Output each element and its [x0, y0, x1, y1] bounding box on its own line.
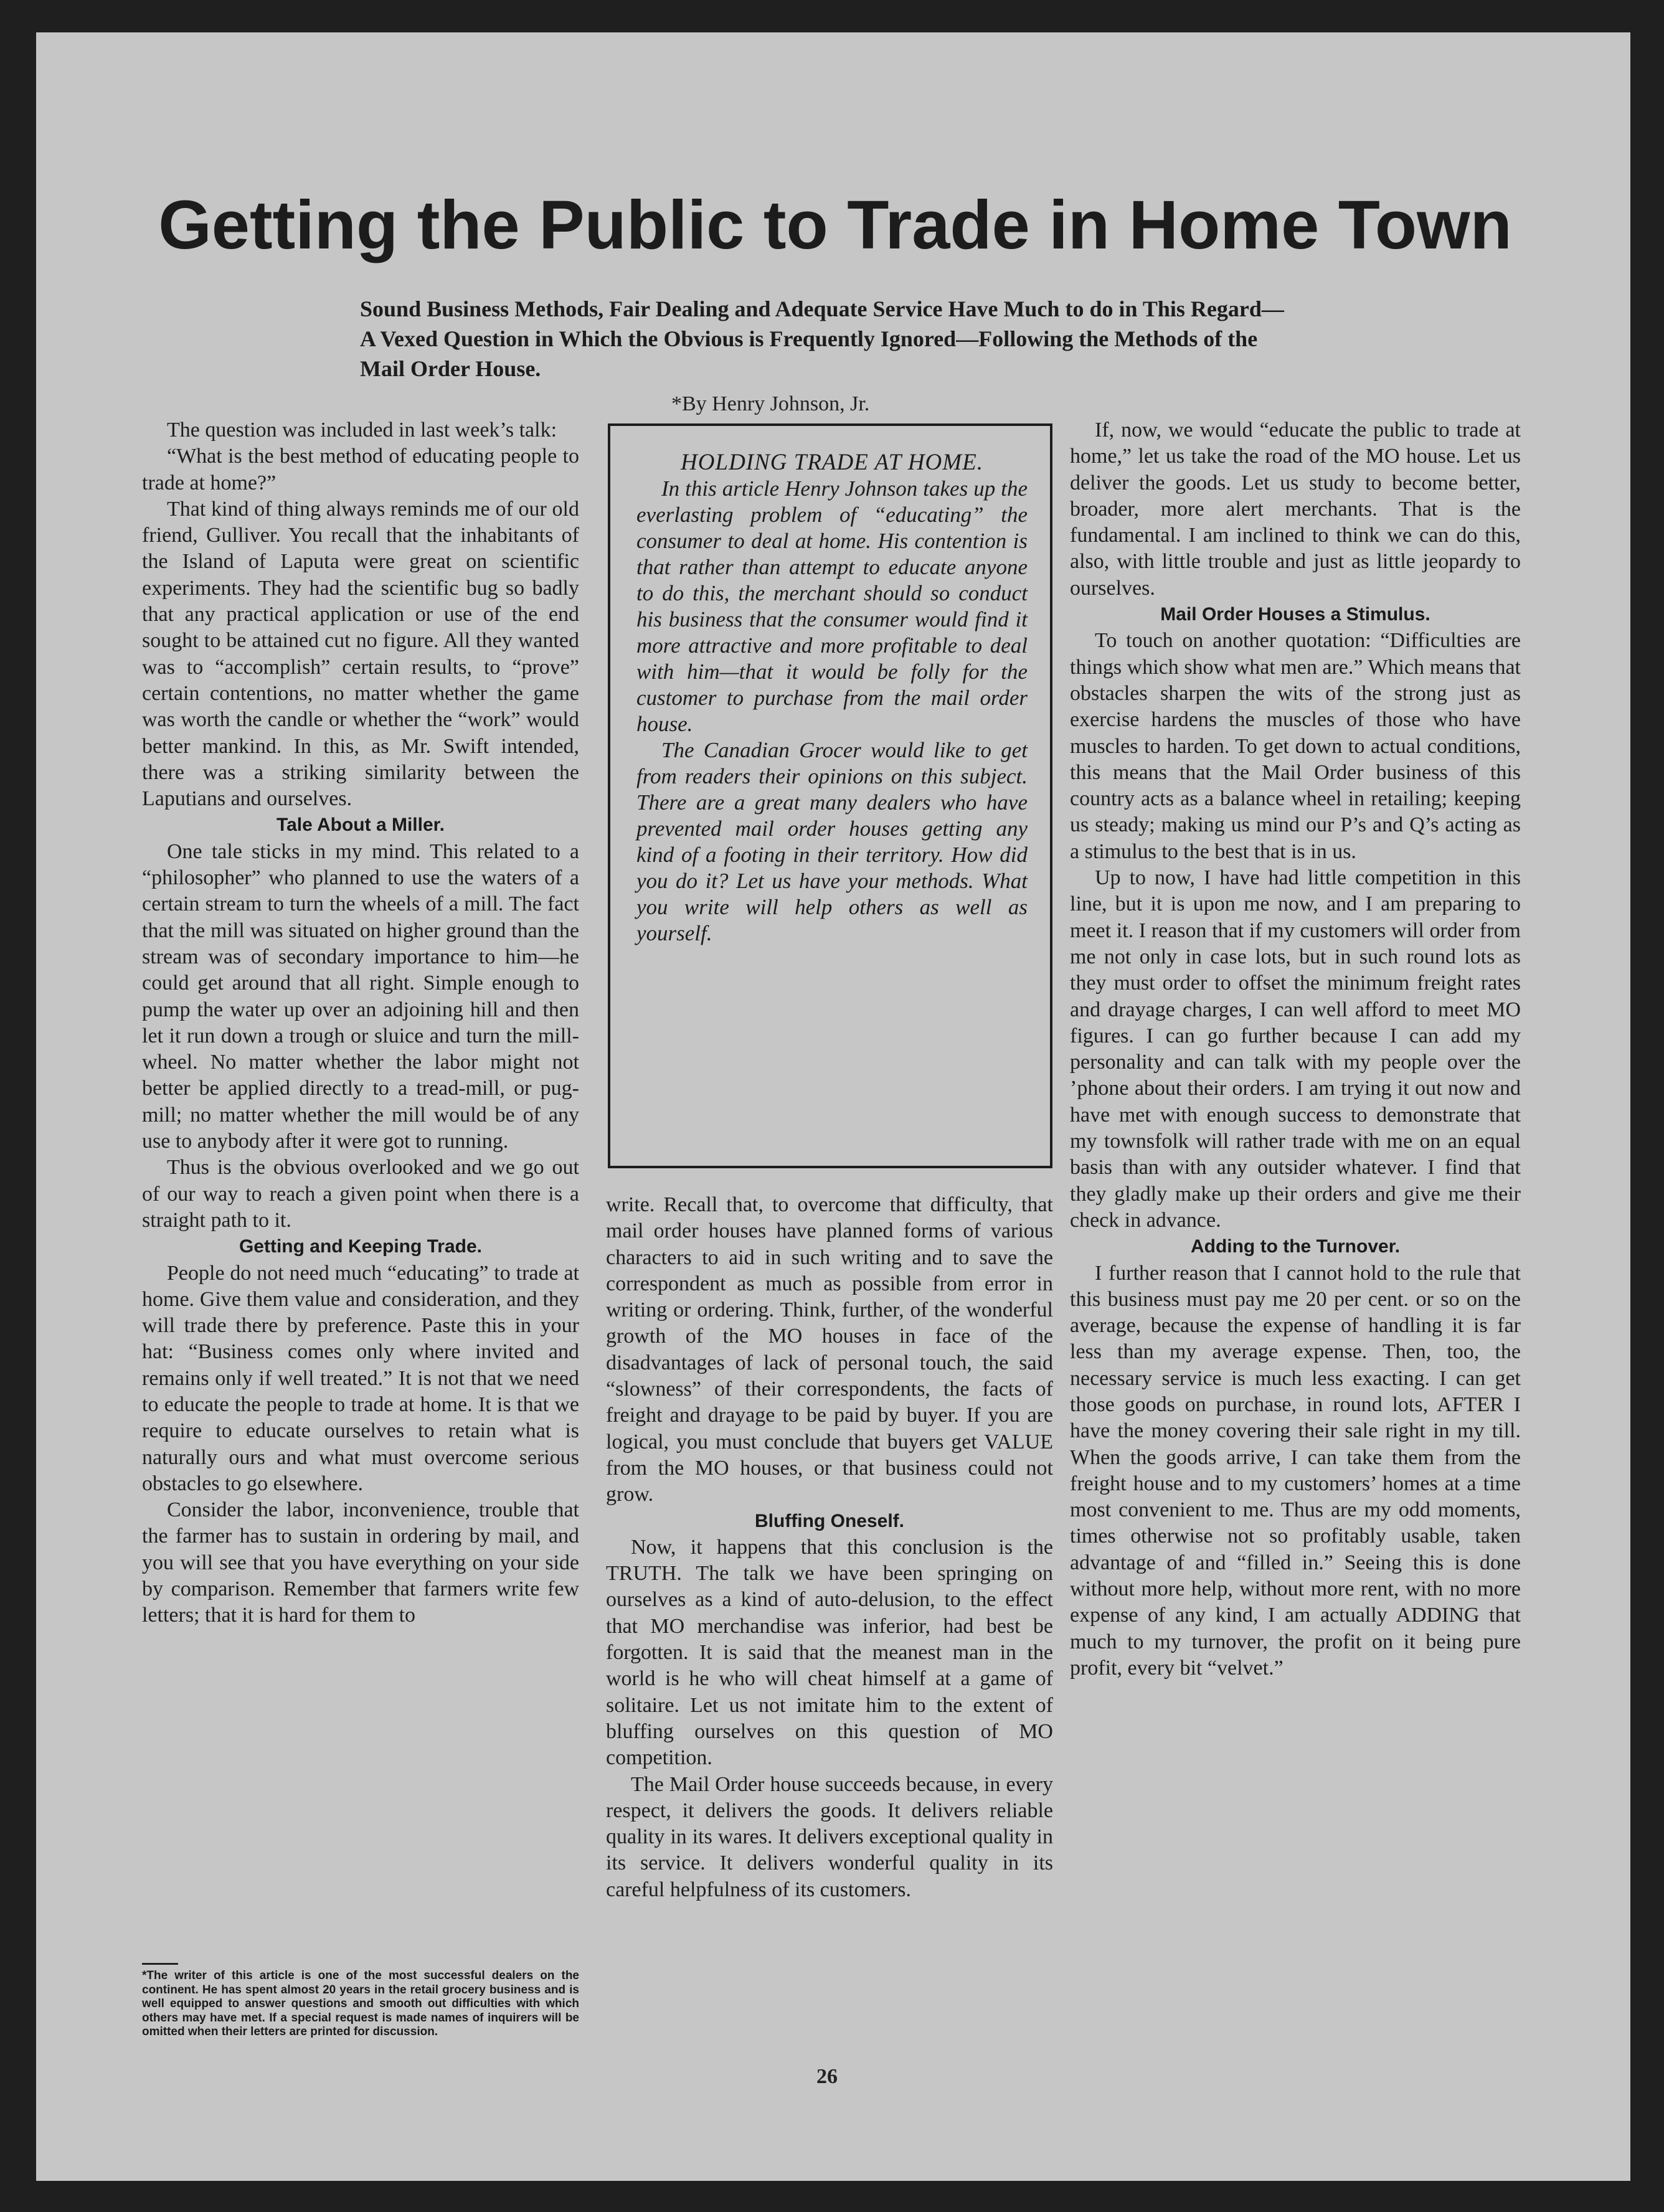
- body-paragraph: Now, it happens that this conclusion is the TRUTH. The talk we have been springing on ourselves as a kind of auto-delusion, to the effect that MO merchandise was inferior, had best be forgotten. It is said that the meanest man in the world is he who will cheat himself at a game of solitaire. Let us not imitate him to the extent of bluffing ourselves on this question of MO competition.: [606, 1535, 1053, 1770]
- column-1: [142, 417, 579, 1629]
- sidebar-box: [608, 423, 1052, 1168]
- column-2: [606, 1192, 1053, 1903]
- body-paragraph: Consider the labor, inconvenience, trouble that the farmer has to sustain in ordering by mail, and you will see that you have everything on your side by comparison. Remember that farmers write few letters; that it is hard for them to: [142, 1498, 579, 1627]
- sidebar-paragraph: The Canadian Grocer would like to get from readers their opinions on this subject. There are a great many dealers who have prevented mail order houses getting any kind of a footing in their territory. How did you do it? Let us have your methods. What you write will help others as well as yourself.: [636, 738, 1028, 945]
- body-paragraph: If, now, we would “educate the public to trade at home,” let us take the road of the MO house. Let us deliver the goods. Let us study to become better, broader, more alert merchants. That is the fundamental. I am inclined to think we can do this, also, with little trouble and just as little jeopardy to ourselves.: [1070, 418, 1521, 600]
- author-footnote: *The writer of this article is one of the most successful dealers on the continent. He has spent almost 20 years in the retail grocery business and is well equipped to answer questions and smooth out difficulties with which others may have met. If a special request is made names of inquirers will be omitted when their letters are printed for discussion.: [142, 1969, 579, 2038]
- footnote-rule: [142, 1963, 178, 1965]
- sidebar-title: HOLDING TRADE AT HOME.: [681, 450, 983, 475]
- body-paragraph: write. Recall that, to overcome that difficulty, that mail order houses have planned forms of various characters to aid in such writing and to save the correspondent as much as possible from error in writing or ordering. Think, further, of the wonderful growth of the MO houses in face of the disadvantages of lack of personal touch, the said “slowness” of their correspondents, the facts of freight and drayage to be paid by buyer. If you are logical, you must conclude that buyers get VALUE from the MO houses, or that business could not grow.: [606, 1193, 1053, 1506]
- body-paragraph: One tale sticks in my mind. This related to a “philosopher” who planned to use the waters of a certain stream to turn the wheels of a mill. The fact that the mill was situated on higher ground than the stream was of secondary importance to him—he could get around that all right. Simple enough to pump the water up over an adjoining hill and then let it run down a trough or sluice and turn the mill-wheel. No matter whether the labor might not better be applied directly to a tread-mill, or pug-mill; no matter whether the mill would be of any use to anybody after it were got to running.: [142, 839, 579, 1153]
- article-deck: Sound Business Methods, Fair Dealing and Adequate Service Have Much to do in This Regard—A Vexed Question in Which the Obvious is Frequently Ignored—Following the Methods of the Mail Order House.: [360, 296, 1284, 381]
- section-subheading: Getting and Keeping Trade.: [239, 1236, 483, 1257]
- article-headline: Getting the Public to Trade in Home Town: [158, 187, 1512, 263]
- body-paragraph: The question was included in last week’s talk:: [167, 418, 557, 442]
- body-paragraph: Thus is the obvious overlooked and we go out of our way to reach a given point when there is a straight path to it.: [142, 1156, 579, 1232]
- body-paragraph: The Mail Order house succeeds because, in every respect, it delivers the goods. It delivers reliable quality in its wares. It delivers exceptional quality in its service. It delivers wonderful quality in its careful helpfulness of its customers.: [606, 1772, 1053, 1901]
- magazine-page: [36, 32, 1630, 2181]
- section-subheading: Mail Order Houses a Stimulus.: [1160, 604, 1430, 625]
- column-3: [1070, 417, 1521, 1681]
- body-paragraph: “What is the best method of educating people to trade at home?”: [142, 445, 579, 494]
- sidebar-paragraph: In this article Henry Johnson takes up the everlasting problem of “educating” the consumer to deal at home. His contention is that rather than attempt to educate anyone to do this, the merchant should so conduct his business that the consumer would find it more attractive and more profitable to deal with him—that it would be folly for the customer to purchase from the mail order house.: [636, 476, 1028, 736]
- body-paragraph: That kind of thing always reminds me of our old friend, Gulliver. You recall that the inhabitants of the Island of Laputa were great on scientific experiments. They had the scientific bug so badly that any practical application or use of the end sought to be attained cut no figure. All they wanted was to “accomplish” certain results, to “prove” certain contentions, no matter whether the game was worth the candle or whether the “work” would better mankind. In this, as Mr. Swift intended, there was a striking similarity between the Laputians and ourselves.: [142, 497, 579, 811]
- section-subheading: Tale About a Miller.: [276, 815, 445, 836]
- section-subheading: Adding to the Turnover.: [1190, 1236, 1401, 1257]
- body-paragraph: Up to now, I have had little competition in this line, but it is upon me now, and I am preparing to meet it. I reason that if my customers will order from me not only in case lots, but in such round lots as they must order to offset the minimum freight rates and drayage charges, I can well afford to meet MO figures. I can go further because I can add my personality and can talk with my people over the ’phone about their orders. I am trying it out now and have met with enough success to demonstrate that my townsfolk will rather trade with me on an equal basis than with any outsider whatever. I find that they gladly make up their orders and give me their check in advance.: [1070, 866, 1521, 1232]
- body-paragraph: People do not need much “educating” to trade at home. Give them value and consideration, and they will trade there by preference. Paste this in your hat: “Business comes only where invited and remains only if well treated.” It is not that we need to educate the people to trade at home. It is that we require to educate ourselves to retain what is naturally ours and what must overcome serious obstacles to go elsewhere.: [142, 1261, 579, 1495]
- article-byline: *By Henry Johnson, Jr.: [671, 392, 870, 415]
- page-number: 26: [816, 2065, 838, 2088]
- section-subheading: Bluffing Oneself.: [755, 1510, 904, 1531]
- body-paragraph: I further reason that I cannot hold to the rule that this business must pay me 20 per cent. or so on the average, because the expense of handling it is far less than my average expense. Then, too, the necessary service is much less exacting. I can get those goods on purchase, in round lots, AFTER I have the money covering their sale right in my till. When the goods arrive, I can take them from the freight house and to my customers’ homes at a time most convenient to me. Thus are my odd moments, times otherwise not so profitably usable, taken advantage of and “filled in.” Seeing this is done without more help, without more rent, with no more expense of any kind, I am actually ADDING that much to my turnover, the profit on it being pure profit, every bit “velvet.”: [1070, 1261, 1521, 1680]
- body-paragraph: To touch on another quotation: “Difficulties are things which show what men are.” Which means that obstacles sharpen the wits of the strong just as exercise hardens the muscles of those who have muscles to harden. To get down to actual conditions, this means that the Mail Order business of this country acts as a balance wheel in retailing; keeping us steady; making us mind our P’s and Q’s acting as a stimulus to the best that is in us.: [1070, 629, 1521, 863]
